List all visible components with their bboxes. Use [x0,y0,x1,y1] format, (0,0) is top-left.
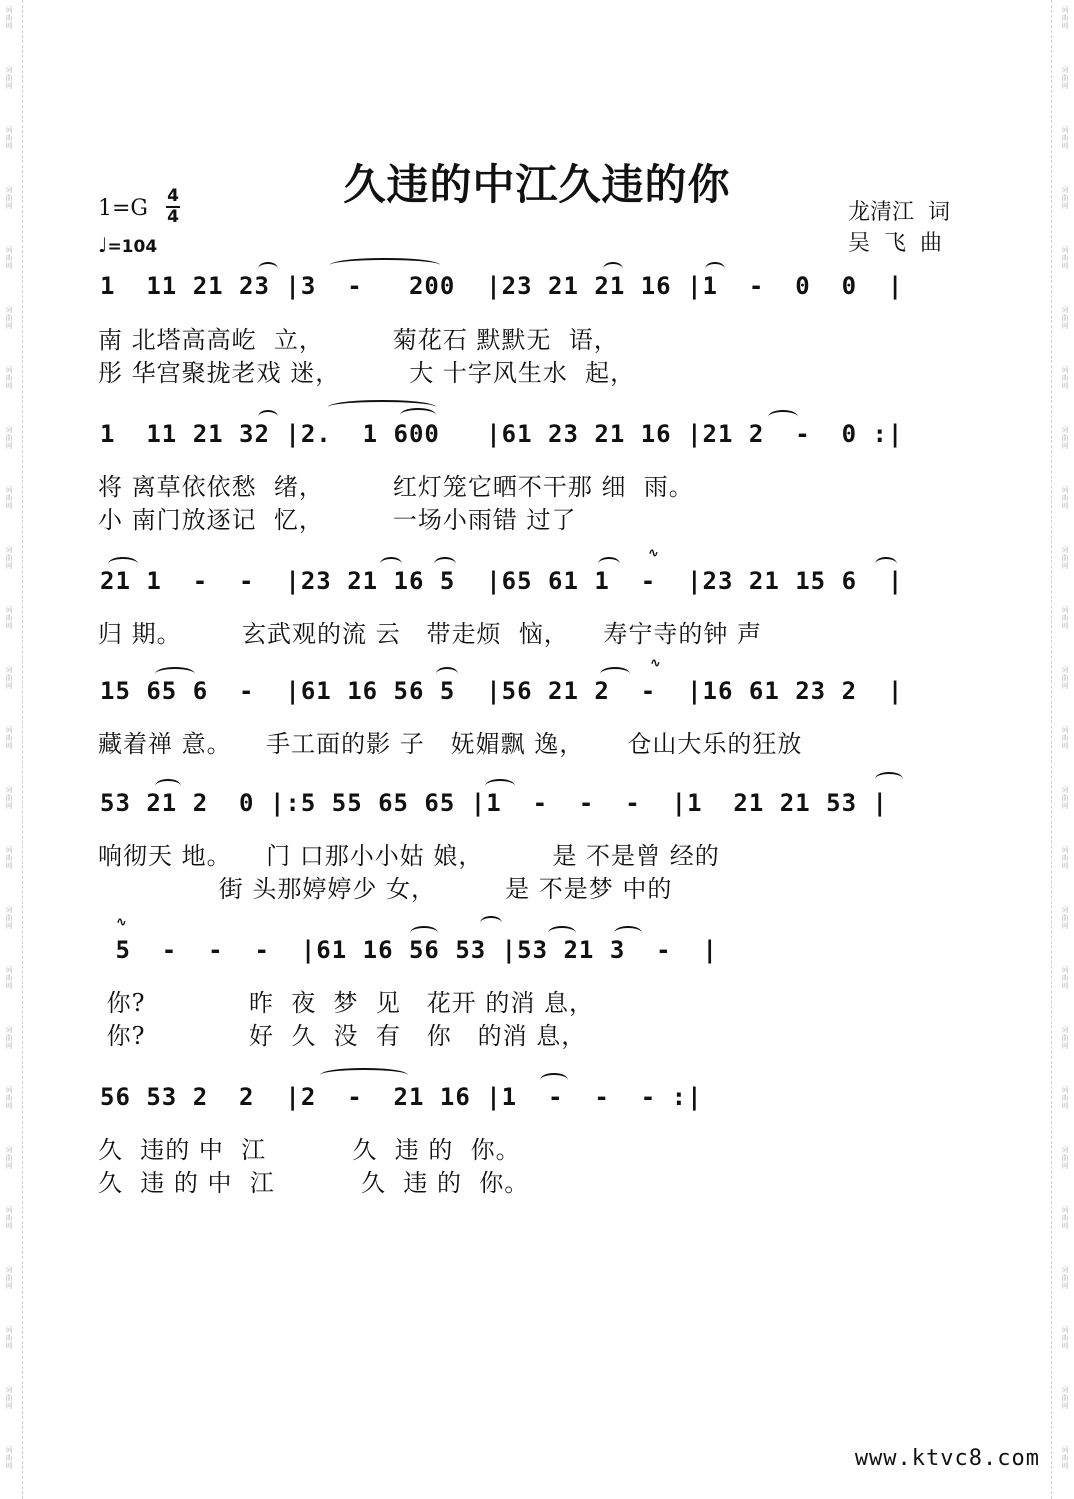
lyrics-row-5-verse-2: 街 头那婷婷少 女， 是 不是梦 中的 [98,875,673,903]
lyrics-row-5-verse-1: 响彻天 地。 门 口那小小姑 娘， 是 不是曾 经的 [98,842,720,870]
side-watermark: 词曲网 [5,186,13,210]
lyrics-row-2-verse-1: 将 离草依依愁 绪， 红灯笼它晒不干那 细 雨。 [98,473,694,501]
side-watermark: 词曲网 [5,1146,13,1170]
side-watermark: 词曲网 [1061,1386,1069,1410]
slur-mark [380,557,402,571]
time-signature [166,188,180,226]
side-watermark: 词曲网 [5,66,13,90]
slur-mark [108,557,138,571]
side-watermark: 词曲网 [1061,1146,1069,1170]
side-watermark: 词曲网 [5,966,13,990]
side-watermark: 词曲网 [1061,306,1069,330]
side-watermark: 词曲网 [5,786,13,810]
slur-mark [485,779,515,793]
song-title: 久违的中江久违的你 [343,160,731,209]
side-watermark: 词曲网 [5,246,13,270]
slur-mark [436,667,458,681]
side-watermark: 词曲网 [5,1206,13,1230]
trill-mark: ∿ [648,546,659,561]
slur-mark [603,262,623,276]
side-watermark: 词曲网 [5,426,13,450]
side-watermark: 词曲网 [1061,846,1069,870]
slur-mark [614,926,642,940]
tempo-marking [98,233,157,257]
notation-row-5: 53 21 2 0 |:5 55 65 65 |1 - - - |1 21 21 53 | [100,789,888,817]
trill-mark: ∿ [116,915,127,930]
slur-mark [875,772,903,786]
side-watermark: 词曲网 [1061,786,1069,810]
side-watermark: 词曲网 [5,486,13,510]
lyrics-row-1-verse-1: 南 北塔高高屹 立， 菊花石 默默无 语， [98,326,619,354]
slur-mark [600,667,630,681]
trill-mark: ∿ [650,656,661,671]
lyrics-row-6-verse-2: 你? 好 久 没 有 你 的消 息， [98,1022,587,1050]
side-watermark: 词曲网 [1061,486,1069,510]
side-watermark: 词曲网 [1061,726,1069,750]
tempo-value: =104 [107,237,158,257]
side-watermark: 词曲网 [1061,66,1069,90]
notation-row-2: 1 11 21 32 |2. 1 600 |61 23 21 16 |21 2 - 0 :| [100,420,904,448]
tie-mark [330,258,440,272]
slur-mark [875,557,897,571]
side-watermark: 词曲网 [5,546,13,570]
slur-mark [768,410,798,424]
key-signature: 1=G [98,196,149,221]
lyricist-credit: 龙清江 词 [848,200,950,225]
side-watermark: 词曲网 [5,366,13,390]
side-watermark: 词曲网 [5,726,13,750]
time-signature-top: 4 [167,186,179,206]
lyrics-row-7-verse-2: 久 违 的 中 江 久 违 的 你。 [98,1169,530,1197]
slur-mark [155,667,195,681]
side-watermark: 词曲网 [1061,906,1069,930]
side-watermark: 词曲网 [1061,366,1069,390]
side-watermark: 词曲网 [1061,1026,1069,1050]
side-watermark: 词曲网 [5,1086,13,1110]
side-watermark: 词曲网 [1061,426,1069,450]
side-watermark: 词曲网 [1061,606,1069,630]
time-signature-bottom: 4 [167,207,179,227]
side-watermark: 词曲网 [1061,126,1069,150]
notation-row-3: 21 1 - - |23 21 16 5 |65 61 1 - |23 21 15 6 | [100,567,904,595]
quarter-note-icon: ♩ [98,233,108,257]
side-watermark: 词曲网 [5,1446,13,1470]
slur-mark [705,262,725,276]
side-watermark: 词曲网 [5,666,13,690]
slur-mark [480,916,502,930]
notation-row-4: 15 65 6 - |61 16 56 5 |56 21 2 - |16 61 23 2 | [100,677,904,705]
lyrics-row-3: 归 期。 玄武观的流 云 带走烦 恼， 寿宁寺的钟 声 [98,620,762,648]
slur-mark [548,926,576,940]
lyrics-row-6-verse-1: 你? 昨 夜 梦 见 花开 的消 息， [98,989,594,1017]
slur-mark [540,1073,568,1087]
side-watermark: 词曲网 [1061,1086,1069,1110]
tie-mark [320,1068,408,1082]
side-watermark: 词曲网 [5,126,13,150]
slur-mark [410,926,438,940]
notation-row-6: 5 - - - |61 16 56 53 |53 21 3 - | [100,936,718,964]
side-watermark: 词曲网 [1061,246,1069,270]
side-watermark: 词曲网 [1061,966,1069,990]
side-watermark: 词曲网 [5,1326,13,1350]
lyrics-row-7-verse-1: 久 违的 中 江 久 违 的 你。 [98,1136,521,1164]
lyrics-row-1-verse-2: 彤 华宫聚拢老戏 迷， 大 十字风生水 起， [98,359,636,387]
side-watermark: 词曲网 [5,1266,13,1290]
side-watermark: 词曲网 [1061,1266,1069,1290]
slur-mark [400,408,436,422]
side-watermark: 词曲网 [5,846,13,870]
notation-row-7: 56 53 2 2 |2 - 21 16 |1 - - - :| [100,1083,703,1111]
side-watermark: 词曲网 [1061,6,1069,30]
side-watermark: 词曲网 [5,6,13,30]
slur-mark [258,410,278,424]
composer-credit: 吴 飞 曲 [848,231,942,256]
side-watermark: 词曲网 [1061,1446,1069,1470]
slur-mark [258,262,278,276]
side-watermark: 词曲网 [1061,186,1069,210]
lyrics-row-2-verse-2: 小 南门放逐记 忆， 一场小雨错 过了 [98,506,577,534]
side-watermark: 词曲网 [1061,1206,1069,1230]
slur-mark [434,557,456,571]
side-watermark: 词曲网 [1061,1326,1069,1350]
side-watermark: 词曲网 [5,1026,13,1050]
notation-row-1: 1 11 21 23 |3 - 200 |23 21 21 16 |1 - 0 0 | [100,272,904,300]
slur-mark [155,779,181,793]
side-watermark: 词曲网 [5,906,13,930]
site-watermark: www.ktvc8.com [854,1446,1040,1471]
side-watermark: 词曲网 [5,606,13,630]
slur-mark [598,557,620,571]
side-watermark: 词曲网 [1061,666,1069,690]
side-watermark: 词曲网 [1061,546,1069,570]
side-watermark: 词曲网 [5,1386,13,1410]
lyrics-row-4: 藏着禅 意。 手工面的影 子 妩媚飘 逸， 仓山大乐的狂放 [98,730,803,758]
side-watermark: 词曲网 [5,306,13,330]
